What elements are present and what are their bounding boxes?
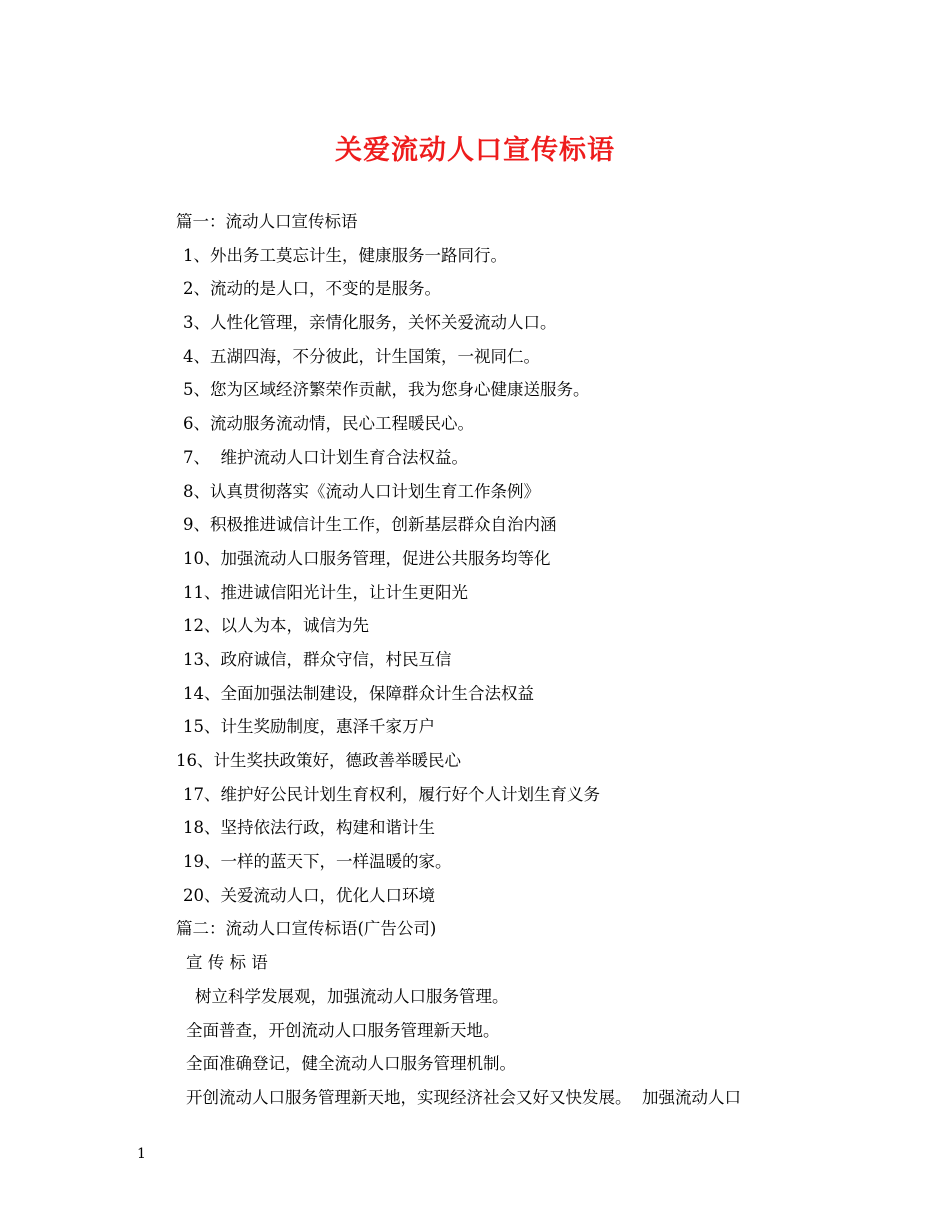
slogan-line: 全面普查，开创流动人口服务管理新天地。 (186, 1020, 500, 1040)
slogan-item: 13、政府诚信，群众守信，村民互信 (183, 649, 452, 669)
slogan-item: 12、以人为本，诚信为先 (183, 616, 369, 636)
section-heading-1: 篇一：流动人口宣传标语 (176, 212, 358, 231)
document-title: 关爱流动人口宣传标语 (335, 135, 615, 166)
slogan-item: 17、维护好公民计划生育权利，履行好个人计划生育义务 (183, 784, 600, 804)
slogan-line: 树立科学发展观，加强流动人口服务管理。 (195, 986, 509, 1006)
slogan-item: 16、计生奖扶政策好，德政善举暖民心 (176, 751, 461, 770)
document-body (0, 205, 950, 1115)
slogan-item: 5、您为区域经济繁荣作贡献，我为您身心健康送服务。 (183, 380, 590, 400)
slogan-line: 全面准确登记，健全流动人口服务管理机制。 (186, 1054, 516, 1074)
slogan-item: 8、认真贯彻落实《流动人口计划生育工作条例》 (183, 481, 540, 501)
slogan-item: 18、坚持依法行政，构建和谐计生 (183, 818, 435, 838)
slogan-item: 9、积极推进诚信计生工作，创新基层群众自治内涵 (183, 515, 557, 535)
slogan-item: 14、全面加强法制建设，保障群众计生合法权益 (183, 683, 534, 703)
slogan-item: 3、人性化管理，亲情化服务，关怀关爱流动人口。 (183, 313, 557, 333)
section-heading-2: 篇二：流动人口宣传标语(广告公司) (176, 919, 437, 939)
slogan-item: 7、 维护流动人口计划生育合法权益。 (183, 447, 468, 467)
subheading: 宣 传 标 语 (186, 953, 268, 973)
slogan-item: 1、外出务工莫忘计生，健康服务一路同行。 (183, 245, 507, 265)
slogan-item: 11、推进诚信阳光计生，让计生更阳光 (183, 582, 468, 602)
slogan-line: 开创流动人口服务管理新天地，实现经济社会又好又快发展。 加强流动人口 (186, 1087, 741, 1107)
slogan-item: 2、流动的是人口，不变的是服务。 (183, 279, 441, 299)
slogan-item: 10、加强流动人口服务管理，促进公共服务均等化 (183, 548, 551, 568)
slogan-item: 4、五湖四海，不分彼此，计生国策，一视同仁。 (183, 346, 540, 366)
page-number: 1 (137, 1146, 146, 1162)
slogan-item: 15、计生奖励制度，惠泽千家万户 (183, 717, 435, 737)
slogan-item: 6、流动服务流动情，民心工程暖民心。 (183, 414, 474, 434)
slogan-item: 20、关爱流动人口，优化人口环境 (183, 885, 435, 905)
slogan-item: 19、一样的蓝天下，一样温暖的家。 (183, 852, 452, 872)
